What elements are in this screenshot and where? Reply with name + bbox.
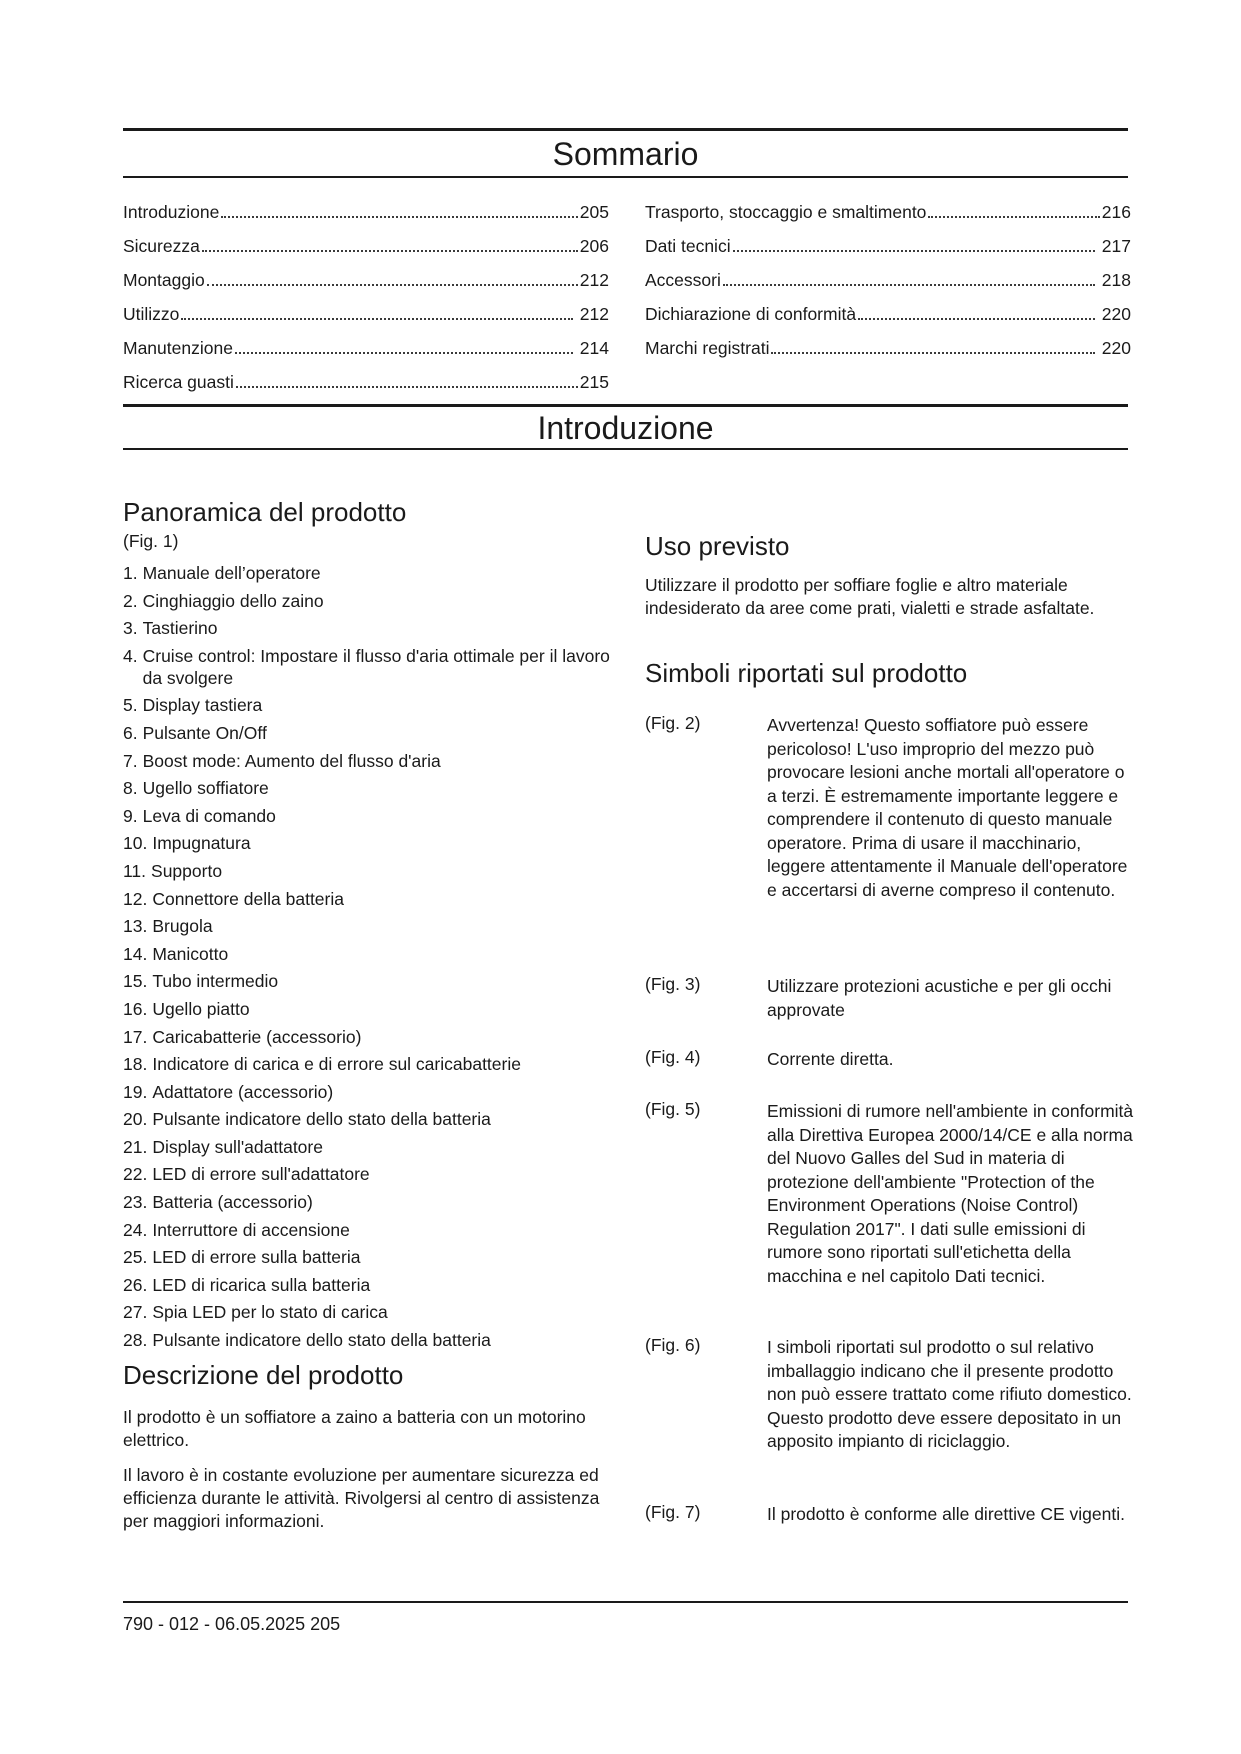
list-item-text: Indicatore di carica e di errore sul caricabatterie <box>152 1054 521 1075</box>
list-item-text: Adattatore (accessorio) <box>152 1081 334 1102</box>
list-item-number: 10. <box>123 833 148 854</box>
list-item-text: Spia LED per lo stato di carica <box>152 1302 388 1323</box>
toc-leader-dots <box>733 250 1095 252</box>
symbol-fig-ref: (Fig. 6) <box>645 1335 701 1355</box>
list-item <box>123 722 613 744</box>
list-item <box>123 915 613 937</box>
list-item-number: 21. <box>123 1136 148 1157</box>
toc-leader-dots <box>202 250 578 252</box>
toc-entry[interactable] <box>123 359 609 393</box>
list-item-number: 7. <box>123 750 138 771</box>
list-item <box>123 998 613 1020</box>
toc-entry-page: 212 <box>579 270 609 290</box>
list-item-number: 23. <box>123 1192 148 1213</box>
list-item <box>123 970 613 992</box>
list-item-text: Impugnatura <box>152 833 251 854</box>
list-item-text: Batteria (accessorio) <box>152 1192 313 1213</box>
toc-leader-dots <box>723 284 1095 286</box>
toc-entry-label: Utilizzo <box>123 304 180 324</box>
list-item <box>123 860 613 882</box>
toc-leader-dots <box>181 318 573 320</box>
intro-top-rule <box>123 404 1128 407</box>
toc-leader-dots <box>236 386 578 388</box>
list-item-number: 4. <box>123 645 138 666</box>
symbols-heading: Simboli riportati sul prodotto <box>645 658 968 688</box>
list-item-number: 12. <box>123 888 148 909</box>
list-item-number: 5. <box>123 695 138 716</box>
list-item <box>123 1301 613 1323</box>
toc-entry-label: Sicurezza <box>123 236 200 256</box>
toc-entry-page: 205 <box>579 202 609 222</box>
description-heading: Descrizione del prodotto <box>123 1360 404 1390</box>
symbol-description: Avvertenza! Questo soffiatore può essere pericoloso! L'uso improprio del mezzo può provocare lesioni anche mortali all'operatore o a terzi. È estremamente importante leggere e comprendere il contenuto di questo manuale operatore. Prima di usare il macchinario, leggere attentamente il Manuale dell'operatore e accertarsi di averne compreso il contenuto. <box>767 715 1128 900</box>
toc-entry-label: Trasporto, stoccaggio e smaltimento <box>645 202 927 222</box>
toc-entry[interactable] <box>123 189 609 223</box>
list-item-text: LED di errore sull'adattatore <box>152 1164 370 1185</box>
toc-entry-label: Marchi registrati <box>645 338 770 358</box>
toc-title: Sommario <box>552 136 699 172</box>
description-paragraph-2: Il lavoro è in costante evoluzione per aumentare sicurezza ed efficienza durante le attività. Rivolgersi al centro di assistenza per maggiori informazioni. <box>123 1465 600 1531</box>
toc-entry[interactable] <box>645 189 1131 223</box>
list-item-number: 25. <box>123 1247 148 1268</box>
toc-entry-page: 217 <box>1096 236 1131 256</box>
toc-entry[interactable] <box>645 291 1131 325</box>
toc-entry-label: Manutenzione <box>123 338 233 358</box>
list-item-number: 9. <box>123 805 138 826</box>
list-item-number: 8. <box>123 778 138 799</box>
list-item-text: Caricabatterie (accessorio) <box>152 1026 362 1047</box>
list-item <box>123 1136 613 1158</box>
list-item <box>123 1053 613 1075</box>
list-item <box>123 645 613 689</box>
overview-fig-ref: (Fig. 1) <box>123 531 179 551</box>
list-item <box>123 805 613 827</box>
toc-entry-label: Introduzione <box>123 202 220 222</box>
list-item-text: Pulsante On/Off <box>142 722 267 743</box>
list-item-text: Ugello piatto <box>152 998 250 1019</box>
list-item-text: Boost mode: Aumento del flusso d'aria <box>142 750 441 771</box>
symbol-description: I simboli riportati sul prodotto o sul relativo imballaggio indicano che il presente prodotto non può essere trattato come rifiuto domestico. Questo prodotto deve essere depositato in un apposito impianto di riciclaggio. <box>767 1337 1132 1451</box>
list-item <box>123 777 613 799</box>
symbol-fig-ref: (Fig. 4) <box>645 1047 701 1067</box>
toc-entry[interactable] <box>123 291 609 325</box>
toc-leader-dots <box>221 216 577 218</box>
list-item <box>123 750 613 772</box>
list-item <box>123 1108 613 1130</box>
list-item-text: Supporto <box>151 860 223 881</box>
list-item-number: 11. <box>123 860 147 881</box>
toc-top-rule <box>123 128 1128 131</box>
list-item-text: LED di ricarica sulla batteria <box>152 1274 371 1295</box>
list-item-text: Tastierino <box>142 618 218 639</box>
footer-rule <box>123 1601 1128 1603</box>
list-item-number: 18. <box>123 1054 148 1075</box>
description-paragraph-1: Il prodotto è un soffiatore a zaino a batteria con un motorino elettrico. <box>123 1407 586 1450</box>
list-item <box>123 832 613 854</box>
list-item-text: Pulsante indicatore dello stato della batteria <box>152 1109 491 1130</box>
toc-left-column <box>123 189 609 393</box>
intended-use-heading: Uso previsto <box>645 531 790 561</box>
list-item-number: 15. <box>123 971 148 992</box>
toc-leader-dots <box>858 318 1095 320</box>
intro-title: Introduzione <box>537 410 714 446</box>
list-item-text: Connettore della batteria <box>152 888 344 909</box>
list-item <box>123 562 613 584</box>
list-item <box>123 694 613 716</box>
list-item-text: Manicotto <box>152 943 229 964</box>
list-item-number: 27. <box>123 1302 148 1323</box>
symbol-description: Il prodotto è conforme alle direttive CE vigenti. <box>767 1504 1125 1524</box>
list-item-number: 24. <box>123 1219 148 1240</box>
list-item-text: Cruise control: Impostare il flusso d'aria ottimale per il lavoro da svolgere <box>142 645 610 688</box>
toc-entry-page: 220 <box>1096 304 1131 324</box>
list-item-number: 16. <box>123 998 148 1019</box>
list-item-number: 14. <box>123 943 148 964</box>
symbol-fig-ref: (Fig. 7) <box>645 1502 701 1522</box>
list-item-text: Pulsante indicatore dello stato della batteria <box>152 1330 491 1351</box>
toc-entry[interactable] <box>645 257 1131 291</box>
list-item <box>123 1191 613 1213</box>
list-item-number: 22. <box>123 1164 148 1185</box>
symbol-fig-ref: (Fig. 2) <box>645 713 701 733</box>
symbol-description: Utilizzare protezioni acustiche e per gli occhi approvate <box>767 976 1112 1020</box>
list-item <box>123 1163 613 1185</box>
toc-entry-page: 212 <box>574 304 609 324</box>
list-item-text: Interruttore di accensione <box>152 1219 350 1240</box>
overview-heading: Panoramica del prodotto <box>123 497 407 527</box>
list-item <box>123 1329 613 1351</box>
list-item <box>123 1219 613 1241</box>
list-item-number: 2. <box>123 590 138 611</box>
list-item <box>123 1246 613 1268</box>
symbol-description: Corrente diretta. <box>767 1049 894 1069</box>
list-item-text: Leva di comando <box>142 805 276 826</box>
toc-entry-label: Accessori <box>645 270 721 290</box>
list-item-text: Manuale dell’operatore <box>142 563 321 583</box>
list-item <box>123 943 613 965</box>
toc-entry-page: 216 <box>1101 202 1131 222</box>
toc-entry[interactable] <box>645 325 1131 359</box>
intended-use-text: Utilizzare il prodotto per soffiare foglie e altro materiale indesiderato da aree come prati, vialetti e strade asfaltate. <box>645 575 1095 618</box>
toc-leader-dots <box>928 216 1099 218</box>
toc-leader-dots <box>771 352 1094 354</box>
list-item-number: 28. <box>123 1330 148 1351</box>
toc-entry-page: 215 <box>579 372 609 392</box>
list-item-text: Tubo intermedio <box>152 971 279 992</box>
intro-bottom-rule <box>123 448 1128 450</box>
overview-list <box>123 562 613 1357</box>
list-item <box>123 617 613 639</box>
list-item-number: 19. <box>123 1081 148 1102</box>
toc-entry-label: Montaggio <box>123 270 205 290</box>
symbol-fig-ref: (Fig. 5) <box>645 1099 701 1119</box>
list-item <box>123 1274 613 1296</box>
list-item <box>123 1081 613 1103</box>
toc-entry-page: 206 <box>579 236 609 256</box>
list-item-number: 20. <box>123 1109 148 1130</box>
footer-text: 790 - 012 - 06.05.2025 205 <box>123 1614 341 1634</box>
list-item-text: Cinghiaggio dello zaino <box>142 590 324 611</box>
toc-entry-label: Dichiarazione di conformità <box>645 304 857 324</box>
list-item-text: Brugola <box>152 916 213 937</box>
toc-entry-page: 220 <box>1096 338 1131 358</box>
toc-entry[interactable] <box>123 223 609 257</box>
list-item-text: Display tastiera <box>142 695 263 716</box>
list-item-number: 3. <box>123 618 138 639</box>
toc-entry[interactable] <box>645 223 1131 257</box>
toc-entry[interactable] <box>123 257 609 291</box>
list-item <box>123 1026 613 1048</box>
toc-leader-dots <box>235 352 573 354</box>
list-item-number: 17. <box>123 1026 148 1047</box>
list-item-number: 26. <box>123 1274 148 1295</box>
list-item-text: Ugello soffiatore <box>142 778 269 799</box>
toc-entry-page: 218 <box>1096 270 1131 290</box>
list-item-text: Display sull'adattatore <box>152 1136 323 1157</box>
toc-right-column <box>645 189 1131 359</box>
toc-bottom-rule <box>123 176 1128 178</box>
list-item-number: 6. <box>123 722 138 743</box>
list-item-number: 13. <box>123 916 148 937</box>
toc-entry[interactable] <box>123 325 609 359</box>
toc-entry-page: 214 <box>574 338 609 358</box>
symbol-description: Emissioni di rumore nell'ambiente in conformità alla Direttiva Europea 2000/14/CE e alla norma del Nuovo Galles del Sud in materia di protezione dell'ambiente "Protection of the Environment Operations (Noise Control) Regulation 2017". I dati sulle emissioni di rumore sono riportati sull'etichetta della macchina e nel capitolo Dati tecnici. <box>767 1101 1134 1286</box>
list-item-text: LED di errore sulla batteria <box>152 1247 361 1268</box>
symbol-fig-ref: (Fig. 3) <box>645 974 701 994</box>
toc-entry-label: Dati tecnici <box>645 236 731 256</box>
toc-entry-label: Ricerca guasti <box>123 372 234 392</box>
toc-leader-dots <box>207 284 578 286</box>
list-item <box>123 590 613 612</box>
list-item <box>123 888 613 910</box>
list-item-number: 1. <box>123 563 138 583</box>
